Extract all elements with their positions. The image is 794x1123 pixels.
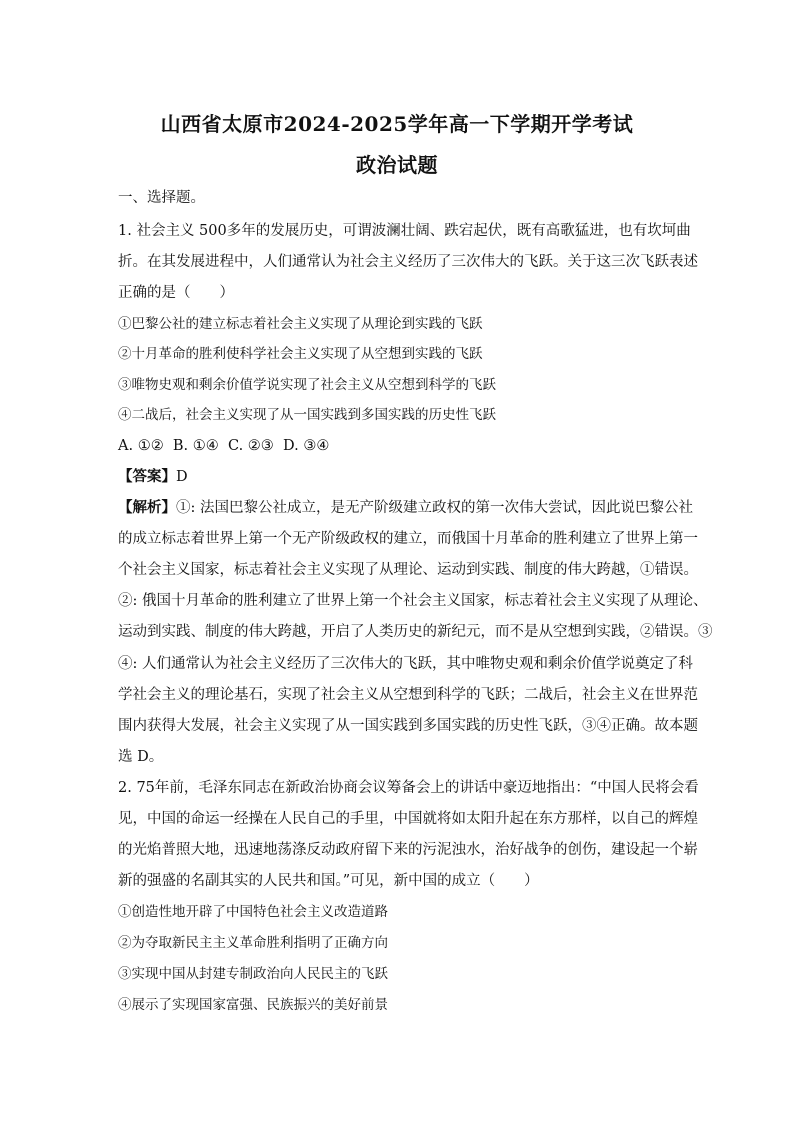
question-1-analysis-line: 选 D。 (118, 749, 164, 765)
question-2-statement: ③实现中国从封建专制政治向人民民主的飞跃 (118, 966, 388, 982)
question-1-choices: A. ①② B. ①④ C. ②③ D. ③④ (118, 438, 330, 454)
question-1-analysis-line: 学社会主义的理论基石，实现了社会主义从空想到科学的飞跃；二战后，社会主义在世界范 (118, 687, 698, 703)
question-1-analysis-line: 运动到实践、制度的伟大跨越，开启了人类历史的新纪元，而不是从空想到实践，②错误。③ (118, 624, 713, 640)
question-1-analysis-line (118, 498, 693, 518)
question-1-analysis-line: ④: 人们通常认为社会主义经历了三次伟大的飞跃，其中唯物史观和剩余价值学说奠定了科 (118, 656, 693, 672)
question-2-stem-line: 2. 75年前，毛泽东同志在新政治协商会议筹备会上的讲话中豪迈地指出：“中国人民将会看 (118, 780, 699, 796)
question-1-answer (118, 467, 188, 487)
question-1-statement: ③唯物史观和剩余价值学说实现了社会主义从空想到科学的飞跃 (118, 377, 496, 393)
question-1-stem-line: 1. 社会主义 500多年的发展历史，可谓波澜壮阔、跌宕起伏，既有高歌猛进，也有坎坷曲 (118, 223, 691, 239)
question-1-statement: ④二战后，社会主义实现了从一国实践到多国实践的历史性飞跃 (118, 407, 496, 423)
question-1-analysis-line: 围内获得大发展，社会主义实现了从一国实践到多国实践的历史性飞跃，③④正确。故本题 (118, 718, 698, 734)
question-2-statement: ①创造性地开辟了中国特色社会主义改造道路 (118, 904, 388, 920)
question-1-analysis-line: ②: 俄国十月革命的胜利建立了世界上第一个社会主义国家，标志着社会主义实现了从理论、 (118, 593, 708, 609)
question-1-stem-line: 正确的是（ ） (118, 285, 234, 301)
answer-label: 【答案】 (118, 468, 176, 485)
answer-value: D (176, 469, 188, 485)
page-subtitle: 政治试题 (356, 153, 438, 177)
section-heading: 一、选择题。 (118, 190, 205, 206)
question-1-statement: ①巴黎公社的建立标志着社会主义实现了从理论到实践的飞跃 (118, 316, 483, 332)
question-1-statement: ②十月革命的胜利使科学社会主义实现了从空想到实践的飞跃 (118, 346, 483, 362)
question-2-statement: ④展示了实现国家富强、民族振兴的美好前景 (118, 997, 388, 1013)
question-2-statement: ②为夺取新民主主义革命胜利指明了正确方向 (118, 935, 388, 951)
analysis-text: ①: 法国巴黎公社成立，是无产阶级建立政权的第一次伟大尝试，因此说巴黎公社 (176, 500, 693, 516)
page-title: 山西省太原市2024-2025学年高一下学期开学考试 (160, 112, 634, 136)
question-1-stem-line: 折。在其发展进程中，人们通常认为社会主义经历了三次伟大的飞跃。关于这三次飞跃表述 (118, 254, 698, 270)
question-2-stem-line: 见，中国的命运一经操在人民自己的手里，中国就将如太阳升起在东方那样，以自己的辉煌 (118, 811, 698, 827)
question-2-stem-line: 的光焰普照大地，迅速地荡涤反动政府留下来的污泥浊水，治好战争的创伤，建设起一个崭 (118, 842, 698, 858)
question-1-analysis-line: 个社会主义国家，标志着社会主义实现了从理论、运动到实践、制度的伟大跨越，①错误。 (118, 562, 698, 578)
question-2-stem-line: 新的强盛的名副其实的人民共和国。”可见，新中国的成立（ ） (118, 873, 539, 889)
question-1-analysis-line: 的成立标志着世界上第一个无产阶级政权的建立，而俄国十月革命的胜利建立了世界上第一 (118, 531, 698, 547)
analysis-label: 【解析】 (118, 499, 176, 516)
